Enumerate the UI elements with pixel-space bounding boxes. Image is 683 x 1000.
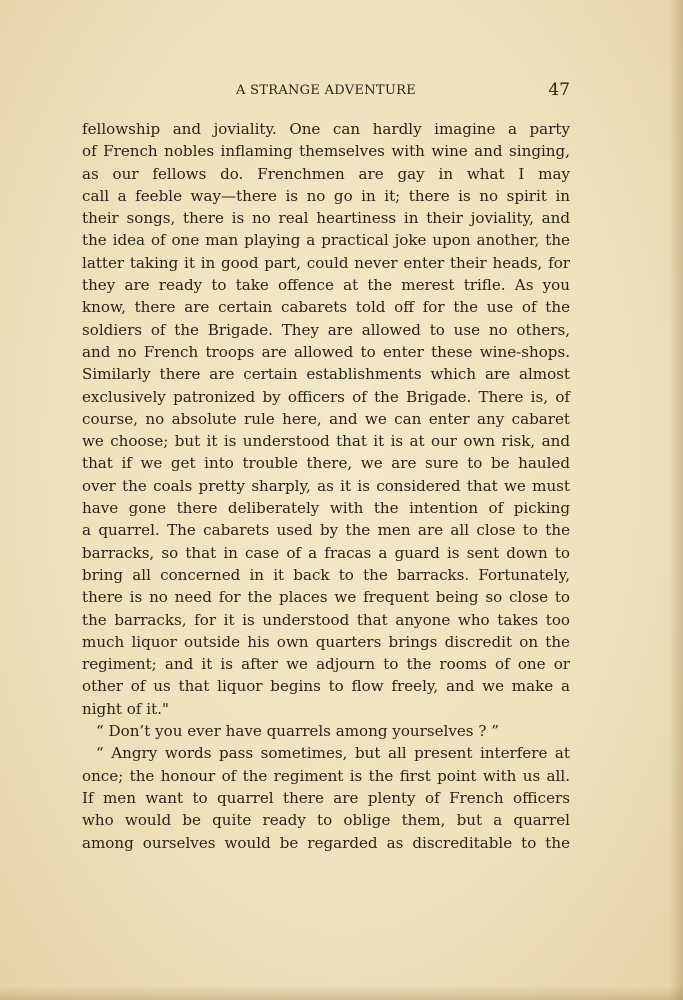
text-line: call a feeble way—there is no go in it; there is no spirit in	[82, 186, 570, 205]
running-title: A STRANGE ADVENTURE	[235, 83, 417, 98]
text-line: fellowship and joviality. One can hardly imagine a party	[82, 120, 570, 138]
text-line: there is no need for the places we frequent being so close to	[82, 588, 570, 607]
text-line: “ Angry words pass sometimes, but all present interfere at	[96, 744, 570, 763]
text-line: much liquor outside his own quarters brings discredit on the	[82, 632, 570, 651]
text-line: course, no absolute rule here, and we can enter any cabaret	[82, 409, 570, 428]
text-line: know, there are certain cabarets told off for the use of the	[82, 298, 570, 317]
text-line: regiment; and it is after we adjourn to the rooms of one or	[82, 655, 570, 674]
page-edge-shadow-bottom	[0, 986, 683, 1000]
text-line: “ Don’t you ever have quarrels among yourselves ? ”	[96, 722, 499, 741]
text-line: they are ready to take offence at the merest trifle. As you	[82, 276, 570, 295]
text-line: bring all concerned in it back to the barracks. Fortunately,	[82, 565, 570, 584]
page-header	[82, 80, 570, 104]
text-line: over the coals pretty sharply, as it is considered that we must	[82, 476, 570, 495]
text-line: a quarrel. The cabarets used by the men are all close to the	[82, 521, 570, 540]
text-line: exclusively patronized by officers of the Brigade. There is, of	[82, 387, 570, 406]
text-line: the idea of one man playing a practical joke upon another, the	[82, 231, 570, 250]
text-line: among ourselves would be regarded as discreditable to the	[82, 833, 570, 852]
text-line: have gone there deliberately with the intention of picking	[82, 499, 570, 518]
text-line: If men want to quarrel there are plenty of French officers	[82, 788, 570, 807]
text-line: latter taking it in good part, could never enter their heads, for	[82, 253, 570, 272]
text-line: night of it."	[82, 699, 169, 718]
text-line: soldiers of the Brigade. They are allowed to use no others,	[82, 320, 570, 339]
body-text	[82, 118, 570, 854]
page-number: 47	[548, 80, 570, 100]
text-line: of French nobles inflaming themselves with wine and singing,	[82, 142, 570, 161]
text-line: and no French troops are allowed to enter these wine-shops.	[82, 342, 570, 361]
text-line: as our fellows do. Frenchmen are gay in what I may	[82, 164, 570, 183]
page-edge-shadow-right	[669, 0, 683, 1000]
text-line: other of us that liquor begins to flow freely, and we make a	[82, 677, 570, 696]
text-line: their songs, there is no real heartiness in their joviality, and	[82, 209, 570, 228]
text-line: once; the honour of the regiment is the first point with us all.	[82, 766, 570, 785]
text-line: the barracks, for it is understood that anyone who takes too	[82, 610, 570, 629]
text-line: we choose; but it is understood that it is at our own risk, and	[82, 432, 570, 451]
text-line: barracks, so that in case of a fracas a guard is sent down to	[82, 543, 570, 562]
text-line: Similarly there are certain establishments which are almost	[82, 365, 570, 384]
text-line: that if we get into trouble there, we are sure to be hauled	[82, 454, 570, 473]
text-line: who would be quite ready to oblige them, but a quarrel	[82, 811, 570, 830]
